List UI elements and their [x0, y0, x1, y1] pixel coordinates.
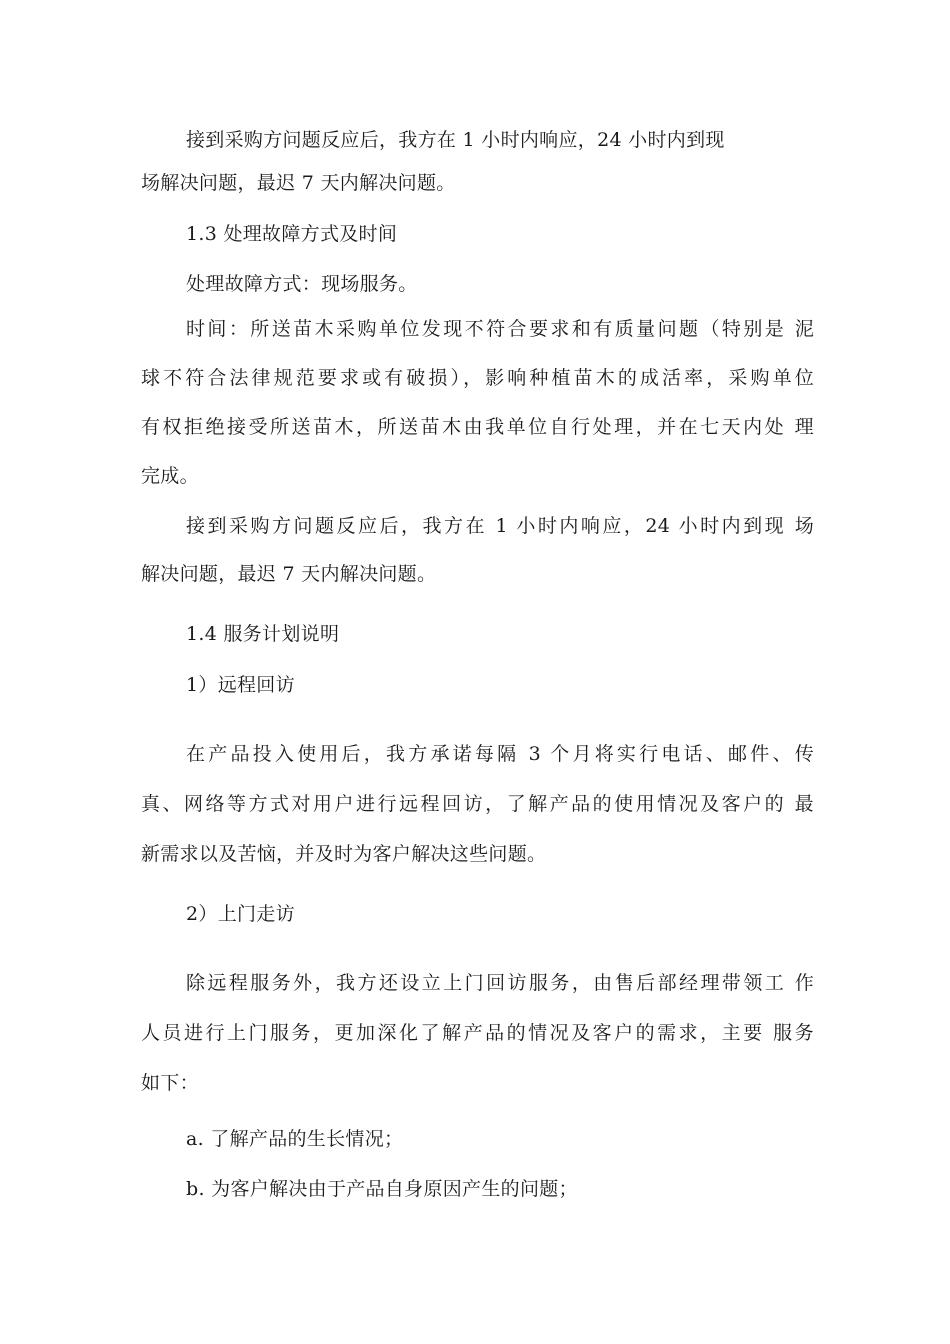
- list-item: b. 为客户解决由于产品自身原因产生的问题；: [186, 1178, 578, 1200]
- remote-paragraph-line: 真、网络等方式对用户进行远程回访，了解产品的使用情况及客户的 最: [141, 793, 814, 815]
- time-paragraph-line: 完成。: [141, 465, 199, 487]
- section-heading-1-3: 1.3 处理故障方式及时间: [186, 223, 398, 245]
- remote-paragraph-line: 新需求以及苦恼，并及时为客户解决这些问题。: [141, 843, 547, 865]
- time-paragraph-line: 球不符合法律规范要求或有破损），影响种植苗木的成活率，采购单位: [141, 367, 814, 389]
- visit-paragraph-line: 除远程服务外，我方还设立上门回访服务，由售后部经理带领工 作: [186, 972, 814, 994]
- time-paragraph-line: 有权拒绝接受所送苗木，所送苗木由我单位自行处理，并在七天内处 理: [141, 416, 814, 438]
- section-heading-1-4: 1.4 服务计划说明: [186, 623, 340, 645]
- remote-paragraph-line: 在产品投入使用后，我方承诺每隔 3 个月将实行电话、邮件、传: [186, 743, 814, 765]
- item-title-onsite-visit: 2）上门走访: [186, 903, 295, 925]
- paragraph-response-line: 场解决问题，最迟 7 天内解决问题。: [141, 172, 456, 194]
- paragraph-response-line: 接到采购方问题反应后，我方在 1 小时内响应，24 小时内到现: [186, 129, 725, 151]
- list-item: a. 了解产品的生长情况；: [186, 1128, 404, 1150]
- paragraph-response-line: 接到采购方问题反应后，我方在 1 小时内响应，24 小时内到现 场: [186, 515, 814, 537]
- fault-method-text: 处理故障方式：现场服务。: [186, 273, 418, 295]
- time-paragraph-line: 时间：所送苗木采购单位发现不符合要求和有质量问题（特别是 泥: [186, 318, 814, 340]
- item-title-remote-visit: 1）远程回访: [186, 674, 295, 696]
- paragraph-response-line: 解决问题，最迟 7 天内解决问题。: [141, 563, 437, 585]
- visit-paragraph-line: 人员进行上门服务，更加深化了解产品的情况及客户的需求，主要 服务: [141, 1022, 814, 1044]
- visit-paragraph-line: 如下：: [141, 1072, 199, 1094]
